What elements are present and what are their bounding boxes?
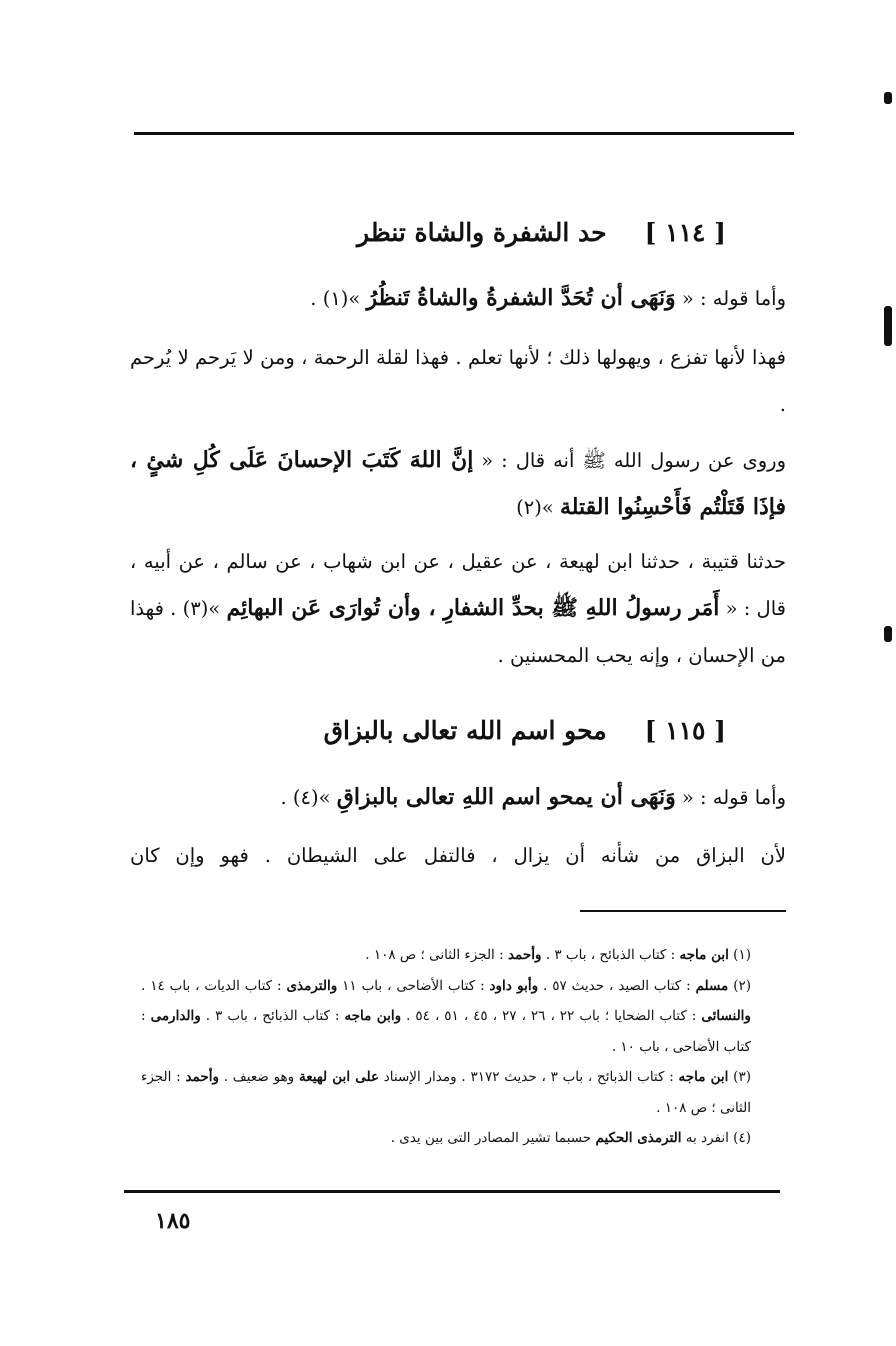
section-title: حد الشفرة والشاة تنظر (357, 218, 607, 247)
section-heading-115 (150, 716, 726, 745)
footnote-2: (٢) مسلم : كتاب الصيد ، حديث ٥٧ . وأبو داود : كتاب الأضاحى ، باب ١١ والترمذى : كتاب الديات ، باب ١٤ . والنسائى : كتاب الضحايا ؛ باب ٢٢ ، ٢٦ ، ٢٧ ، ٤٥ ، ٥١ ، ٥٤ . وابن ماجه : كتاب الذبائح ، باب ٣ . والدارمى : كتاب الأضاحى ، باب ١٠ . (141, 977, 752, 1055)
section-heading-114 (150, 218, 726, 247)
footnote-4: (٤) انفرد به الترمذى الحكيم حسبما تشير المصادر التى بين يدى . (390, 1130, 751, 1146)
section-114-intro: وأما قوله : « وَنَهَى أن تُحَدَّ الشفرةُ والشاةُ تَنظُرُ »(١) . (310, 285, 786, 311)
footnote-1: (١) ابن ماجه : كتاب الذبائح ، باب ٣ . وأحمد : الجزء الثانى ؛ ص ١٠٨ . (365, 947, 751, 963)
hadith-quote: وَنَهَى أن يمحو اسم اللهِ تعالى بالبزاقِ (336, 784, 676, 810)
section-114-paragraph-2: وروى عن رسول الله ﷺ أنه قال : « إنَّ اللهَ كَتَبَ الإحسانَ عَلَى كُلِ شئٍ ، فإذَا قَتَلْتُم فَأَحْسِنُوا القتلة »(٢) (130, 447, 786, 520)
footer-rule (124, 1190, 780, 1193)
section-115-intro: وأما قوله : « وَنَهَى أن يمحو اسم اللهِ تعالى بالبزاقِ »(٤) . (280, 784, 786, 810)
section-115-paragraph-1: لأن البزاق من شأنه أن يزال ، فالتفل على الشيطان . فهو وإن كان (130, 844, 786, 867)
hadith-quote: إنَّ اللهَ كَتَبَ الإحسانَ عَلَى كُلِ شئٍ ، فإذَا قَتَلْتُم فَأَحْسِنُوا القتلة (130, 447, 786, 520)
footnotes (141, 940, 751, 1154)
section-114-paragraph-3: حدثنا قتيبة ، حدثنا ابن لهيعة ، عن عقيل ، عن ابن شهاب ، عن سالم ، عن أبيه ، قال : « أَمَر رسولُ اللهِ ﷺ بحدِّ الشفارِ ، وأن تُوارَى عَن البهائِم »(٣) . فهذا من الإحسان ، وإنه يحب المحسنين . (130, 550, 786, 667)
edge-mark (884, 92, 892, 104)
header-rule (134, 132, 794, 135)
hadith-quote: وَنَهَى أن تُحَدَّ الشفرةُ والشاةُ تَنظُرُ (366, 285, 676, 311)
footnote-3: (٣) ابن ماجه : كتاب الذبائح ، باب ٣ ، حديث ٣١٧٢ . ومدار الإسناد على ابن لهيعة وهو ضعيف . وأحمد : الجزء الثانى ؛ ص ١٠٨ . (141, 1069, 751, 1116)
section-114-paragraph-1: فهذا لأنها تفزع ، ويهولها ذلك ؛ لأنها تعلم . فهذا لقلة الرحمة ، ومن لا يَرحم لا يُرحم . (130, 346, 786, 416)
section-number: [ ١١٤ ] (644, 218, 726, 247)
footnote-separator (580, 910, 786, 912)
section-title: محو اسم الله تعالى بالبزاق (323, 716, 607, 745)
edge-mark (884, 306, 892, 346)
hadith-quote: أَمَر رسولُ اللهِ ﷺ بحدِّ الشفارِ ، وأن تُوارَى عَن البهائِم (226, 595, 720, 621)
edge-mark (884, 626, 892, 642)
section-number: [ ١١٥ ] (644, 716, 726, 745)
page-number: ١٨٥ (155, 1208, 191, 1234)
